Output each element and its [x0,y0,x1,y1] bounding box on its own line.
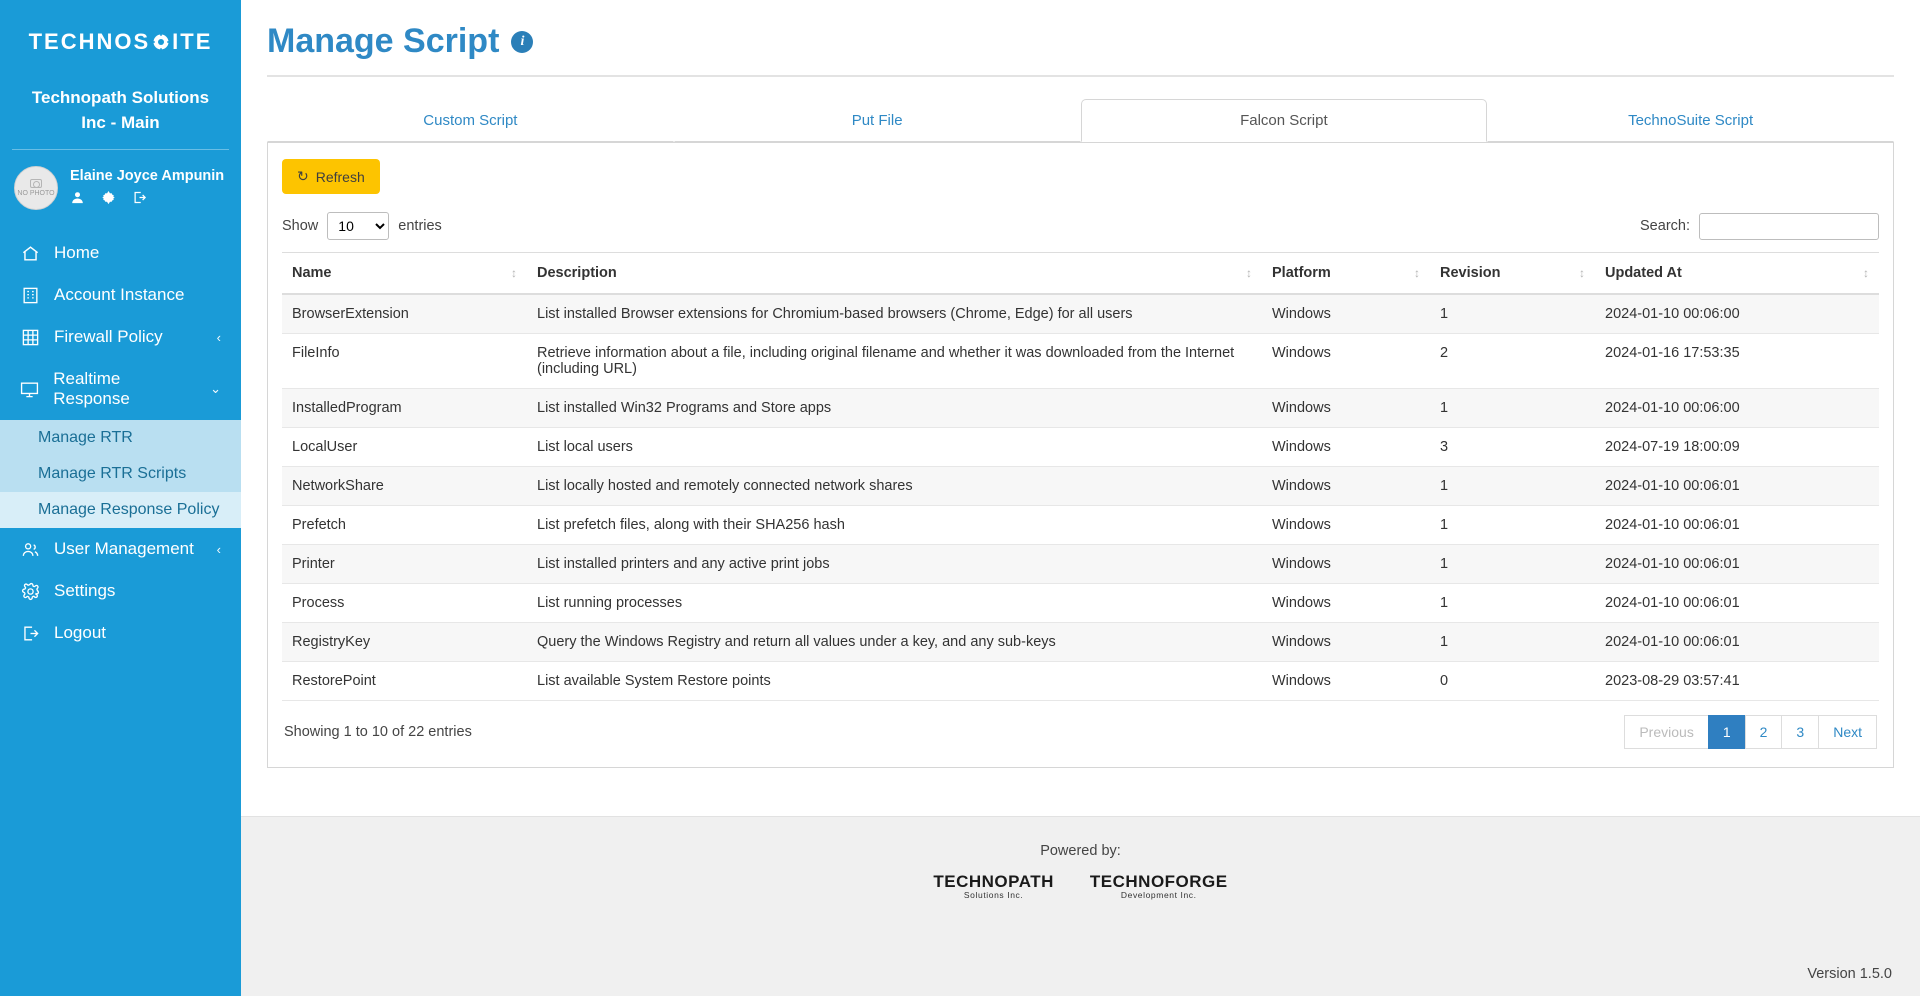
sidebar-item-firewall-policy[interactable] [0,316,241,358]
page-title-text: Manage Script [267,22,500,60]
column-label: Name [292,265,332,281]
entries-label: entries [398,218,442,234]
cell-name: BrowserExtension [282,294,527,334]
cell-description: List installed Win32 Programs and Store apps [527,389,1262,428]
sidebar-item-home[interactable] [0,232,241,274]
column-label: Platform [1272,265,1331,281]
cell-revision: 1 [1430,506,1595,545]
column-label: Updated At [1605,265,1682,281]
cell-platform: Windows [1262,662,1430,701]
gear-icon [151,32,171,52]
sidebar-item-label: Firewall Policy [54,327,163,347]
tab-panel [267,143,1894,768]
sidebar-item-settings[interactable] [0,570,241,612]
pagination-previous[interactable]: Previous [1624,715,1708,749]
cell-platform: Windows [1262,428,1430,467]
technoforge-logo-name: TECHNOFORGE [1089,872,1228,891]
cell-name: RegistryKey [282,623,527,662]
sort-icon[interactable]: ↕ [1246,266,1252,280]
users-icon [20,539,40,559]
table-row[interactable] [282,334,1879,389]
sidebar-item-label: User Management [54,539,194,559]
table-row[interactable] [282,545,1879,584]
technopath-logo-sub: Solutions Inc. [963,889,1024,900]
column-header-updated-at[interactable] [1595,253,1879,295]
cell-updated-at: 2024-07-19 18:00:09 [1595,428,1879,467]
column-label: Revision [1440,265,1501,281]
column-label: Description [537,265,617,281]
cell-revision: 3 [1430,428,1595,467]
user-meta [70,168,224,208]
technopath-logo-name: TECHNOPATH [933,872,1054,891]
tab-technosuite-script[interactable]: TechnoSuite Script [1487,99,1894,142]
cell-revision: 1 [1430,584,1595,623]
cell-updated-at: 2024-01-10 00:06:01 [1595,584,1879,623]
cell-name: FileInfo [282,334,527,389]
page-title [267,14,1894,75]
sidebar-item-label: Account Instance [54,285,185,305]
cell-description: List installed printers and any active print jobs [527,545,1262,584]
cell-updated-at: 2024-01-10 00:06:00 [1595,294,1879,334]
sidebar-item-label: Settings [54,581,116,601]
entries-info: Showing 1 to 10 of 22 entries [284,724,472,740]
cell-description: Retrieve information about a file, including original filename and whether it was downloaded from the Internet (including URL) [527,334,1262,389]
organization-name: Technopath Solutions Inc - Main [12,84,229,150]
cell-platform: Windows [1262,467,1430,506]
sidebar-item-label: Realtime Response [53,369,130,409]
table-body [282,294,1879,701]
settings-gear-icon[interactable] [101,190,116,208]
cell-description: List installed Browser extensions for Chromium-based browsers (Chrome, Edge) for all users [527,294,1262,334]
technopath-logo [933,873,1054,900]
sidebar-item-realtime-response[interactable] [0,358,241,420]
footer-logos [933,873,1227,900]
refresh-label: Refresh [315,168,365,185]
cell-platform: Windows [1262,294,1430,334]
sidebar-item-label: Home [54,243,100,263]
camera-icon [30,179,42,188]
sort-icon[interactable]: ↕ [511,266,517,280]
refresh-icon: ↻ [297,168,309,184]
user-profile-icon[interactable] [70,190,85,208]
cell-description: List available System Restore points [527,662,1262,701]
tab-falcon-script[interactable]: Falcon Script [1081,99,1488,142]
cell-updated-at: 2024-01-16 17:53:35 [1595,334,1879,389]
technoforge-logo [1090,873,1228,900]
sidebar-item-label: Logout [54,623,106,643]
table-controls [282,212,1879,240]
cell-revision: 1 [1430,294,1595,334]
brand-text [29,29,213,55]
sort-icon[interactable]: ↕ [1863,266,1869,280]
brand-text-part1: TECHNOS [28,29,151,54]
table-head [282,253,1879,295]
info-icon[interactable]: i [511,31,533,53]
sort-icon[interactable]: ↕ [1414,266,1420,280]
avatar [14,166,58,210]
tab-custom-script[interactable]: Custom Script [267,99,674,142]
search-control [1640,213,1879,240]
page-content [241,0,1920,816]
cell-revision: 0 [1430,662,1595,701]
cell-revision: 1 [1430,389,1595,428]
show-label: Show [282,218,319,234]
cell-description: List locally hosted and remotely connected network shares [527,467,1262,506]
page-size-select[interactable] [327,212,389,240]
refresh-button[interactable] [282,159,380,194]
title-divider [267,75,1894,77]
pagination-page-2[interactable]: 2 [1745,715,1783,749]
cell-description: List local users [527,428,1262,467]
cell-updated-at: 2024-01-10 00:06:01 [1595,623,1879,662]
logout-icon [20,623,40,643]
cell-updated-at: 2024-01-10 00:06:01 [1595,506,1879,545]
cell-name: Prefetch [282,506,527,545]
scripts-table [282,252,1879,701]
brand-logo[interactable] [0,0,241,84]
cell-updated-at: 2024-01-10 00:06:01 [1595,467,1879,506]
cell-platform: Windows [1262,623,1430,662]
user-block[interactable] [0,150,241,224]
tab-put-file[interactable]: Put File [674,99,1081,142]
sort-icon[interactable]: ↕ [1579,266,1585,280]
cell-name: LocalUser [282,428,527,467]
main-area [241,0,1920,996]
technoforge-logo-sub: Development Inc. [1120,889,1197,900]
sidebar-item-logout[interactable] [0,612,241,654]
cell-platform: Windows [1262,506,1430,545]
pagination-page-1[interactable]: 1 [1708,715,1746,749]
table-row[interactable] [282,662,1879,701]
page-footer [241,816,1920,996]
table-footer [282,701,1879,753]
cell-revision: 2 [1430,334,1595,389]
pagination-page-3[interactable]: 3 [1781,715,1819,749]
sidebar-subitem-manage-rtr[interactable]: Manage RTR [0,420,241,456]
sidebar-subitem-manage-rtr-scripts[interactable]: Manage RTR Scripts [0,456,241,492]
cell-updated-at: 2023-08-29 03:57:41 [1595,662,1879,701]
sidebar-subitem-manage-response-policy[interactable]: Manage Response Policy [0,492,241,528]
column-header-platform[interactable] [1262,253,1430,295]
cell-name: NetworkShare [282,467,527,506]
table-row[interactable] [282,623,1879,662]
cell-description: List prefetch files, along with their SHA256 hash [527,506,1262,545]
table-row[interactable] [282,428,1879,467]
table-row[interactable] [282,584,1879,623]
table-row[interactable] [282,506,1879,545]
monitor-icon [20,379,39,399]
table-row[interactable] [282,467,1879,506]
user-action-icons [70,190,224,208]
cell-name: InstalledProgram [282,389,527,428]
chevron-down-icon: ⌄ [210,381,221,397]
powered-by-label: Powered by: [1040,843,1121,859]
sidebar-item-account-instance[interactable] [0,274,241,316]
brand-text-part2: ITE [172,29,213,54]
table-header-row [282,253,1879,295]
tab-bar [267,99,1894,143]
table-row[interactable] [282,389,1879,428]
pagination-next[interactable]: Next [1818,715,1877,749]
cell-name: Process [282,584,527,623]
cell-platform: Windows [1262,334,1430,389]
sidebar-nav [0,232,241,654]
show-entries-control [282,212,442,240]
cell-description: List running processes [527,584,1262,623]
cell-updated-at: 2024-01-10 00:06:00 [1595,389,1879,428]
search-label: Search: [1640,218,1690,234]
chevron-left-icon: ‹ [216,329,221,345]
column-header-description[interactable] [527,253,1262,295]
cell-name: Printer [282,545,527,584]
cell-description: Query the Windows Registry and return all values under a key, and any sub-keys [527,623,1262,662]
pagination [1625,715,1877,749]
grid-icon [20,327,40,347]
avatar-label: NO PHOTO [17,189,55,197]
home-icon [20,243,40,263]
cell-name: RestorePoint [282,662,527,701]
logout-icon[interactable] [132,190,147,208]
building-icon [20,285,40,305]
cell-revision: 1 [1430,545,1595,584]
user-name: Elaine Joyce Ampunin [70,168,225,185]
sidebar [0,0,241,996]
chevron-left-icon: ‹ [216,541,221,557]
column-header-name[interactable] [282,253,527,295]
cell-revision: 1 [1430,623,1595,662]
sidebar-item-user-management[interactable] [0,528,241,570]
table-row[interactable] [282,294,1879,334]
cell-updated-at: 2024-01-10 00:06:01 [1595,545,1879,584]
gear-icon [20,581,40,601]
cell-platform: Windows [1262,389,1430,428]
cell-platform: Windows [1262,584,1430,623]
cell-revision: 1 [1430,467,1595,506]
cell-platform: Windows [1262,545,1430,584]
search-input[interactable] [1699,213,1879,240]
version-label: Version 1.5.0 [1807,966,1892,982]
column-header-revision[interactable] [1430,253,1595,295]
